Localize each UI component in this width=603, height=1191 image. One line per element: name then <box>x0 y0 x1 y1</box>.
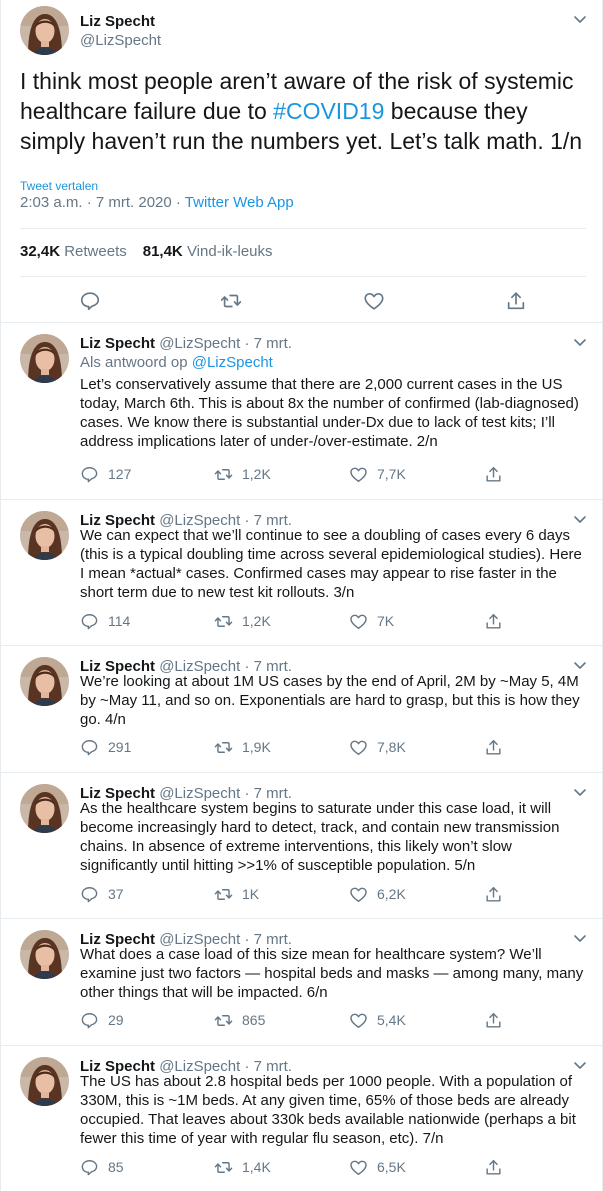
share-icon <box>484 1011 503 1030</box>
share-icon[interactable] <box>505 290 527 312</box>
heart-icon <box>349 612 368 631</box>
avatar[interactable] <box>20 784 69 833</box>
like-button[interactable] <box>349 1009 406 1031</box>
likes-count: 81,4K <box>142 243 183 260</box>
tweet-text: We can expect that we’ll continue to see a doubling of cases every 6 days (this is a typical doubling time across several epidemiological studies). Here I mean *actual* cases. Confirmed cases may appear to rise faster in the short term due to new test kit rollouts. 3/n <box>80 527 582 601</box>
share-button[interactable] <box>484 883 503 905</box>
author-name[interactable]: Liz Specht <box>80 335 156 352</box>
retweet-button[interactable] <box>214 736 271 758</box>
tweet-text: As the healthcare system begins to saturate under this case load, it will become increasingly hard to detect, track, and contain new transmission chains. In absence of extreme interventions, this likely won’t slow significantly until hitting >>1% of susceptible population. 5/n <box>80 800 560 874</box>
like-button[interactable] <box>349 883 406 905</box>
like-button[interactable] <box>349 610 394 632</box>
author-handle-date[interactable]: @LizSpecht · 7 mrt. <box>159 335 292 352</box>
retweet-button[interactable] <box>214 1156 271 1178</box>
tweet-text-part: because they simply haven’t run the numbers yet. Let’s talk math. 1/n <box>20 98 583 154</box>
replying-to <box>80 354 273 372</box>
likes-label: Vind-ik-leuks <box>186 243 273 260</box>
author-handle-date[interactable]: @LizSpecht · 7 mrt. <box>159 1058 292 1075</box>
retweets-count: 32,4K <box>20 243 61 260</box>
reply-button[interactable] <box>80 1009 124 1031</box>
author-name[interactable]: Liz Specht <box>80 1058 156 1075</box>
retweets-label: Retweets <box>64 243 127 260</box>
tweet-text: What does a case load of this size mean for healthcare system? We’ll examine just two factors — hospital beds and masks — among many, many other things that will be impacted. 6/n <box>80 946 584 1001</box>
share-button[interactable] <box>484 463 503 485</box>
share-icon <box>484 1158 503 1177</box>
share-icon <box>484 465 503 484</box>
reply-icon <box>80 885 99 904</box>
tweet-text: We’re looking at about 1M US cases by the end of April, 2M by ~May 5, 4M by ~May 11, and so on. Exponentials are hard to grasp, but this is how they go. 4/n <box>80 673 580 728</box>
reply-button[interactable] <box>80 1156 124 1178</box>
retweet-icon <box>214 1011 233 1030</box>
heart-icon <box>349 738 368 757</box>
reply-count: 37 <box>108 886 124 902</box>
replying-to-label: Als antwoord op <box>80 354 192 371</box>
heart-icon <box>349 1158 368 1177</box>
chevron-down-icon[interactable] <box>570 12 590 28</box>
retweet-count: 1,2K <box>242 466 271 482</box>
tweet-stats <box>20 243 273 261</box>
author-name[interactable]: Liz Specht <box>80 931 156 948</box>
avatar[interactable] <box>20 930 69 979</box>
divider <box>20 276 586 277</box>
reply-count: 127 <box>108 466 132 482</box>
reply-icon <box>80 612 99 631</box>
avatar[interactable] <box>20 657 69 706</box>
author-name[interactable]: Liz Specht <box>80 785 156 802</box>
tweet-actions <box>80 883 585 905</box>
reply-count: 85 <box>108 1159 124 1175</box>
like-count: 7,8K <box>377 739 406 755</box>
chevron-down-icon[interactable] <box>570 335 590 351</box>
retweet-button[interactable] <box>214 883 259 905</box>
retweet-count: 865 <box>242 1012 266 1028</box>
reply-button[interactable] <box>80 736 131 758</box>
author-handle-date[interactable]: @LizSpecht · 7 mrt. <box>159 931 292 948</box>
heart-icon <box>349 885 368 904</box>
reply-icon <box>80 1011 99 1030</box>
heart-icon[interactable] <box>363 290 385 312</box>
retweet-icon[interactable] <box>220 290 242 312</box>
retweet-button[interactable] <box>214 463 271 485</box>
share-icon <box>484 612 503 631</box>
author-name[interactable]: Liz Specht <box>80 512 156 529</box>
retweet-button[interactable] <box>214 610 271 632</box>
avatar[interactable] <box>20 511 69 560</box>
like-button[interactable] <box>349 463 406 485</box>
like-count: 5,4K <box>377 1012 406 1028</box>
likes-stat[interactable] <box>143 243 273 260</box>
reply-button[interactable] <box>80 883 124 905</box>
retweet-icon <box>214 738 233 757</box>
tweet-text: Let’s conservatively assume that there are 2,000 current cases in the US today, March 6th. This is about 8x the number of confirmed (lab-diagnosed) cases. We know there is substantial under-Dx due to lack of test kits; I’ll address implications later of under-/over-estimate. 2/n <box>80 376 579 450</box>
reply-tweet[interactable] <box>1 1046 603 1191</box>
avatar[interactable] <box>20 1057 69 1106</box>
share-button[interactable] <box>484 736 503 758</box>
retweet-icon <box>214 885 233 904</box>
replying-to-link[interactable]: @LizSpecht <box>191 354 273 371</box>
retweet-count: 1K <box>242 886 260 902</box>
author-handle[interactable]: @LizSpecht <box>80 32 162 49</box>
like-button[interactable] <box>349 736 406 758</box>
retweet-icon <box>214 612 233 631</box>
retweet-count: 1,9K <box>242 739 271 755</box>
reply-tweet[interactable] <box>1 919 603 1046</box>
author-handle-date[interactable]: @LizSpecht · 7 mrt. <box>159 512 292 529</box>
retweet-icon <box>214 465 233 484</box>
tweet-actions <box>80 1009 585 1031</box>
heart-icon <box>349 465 368 484</box>
translate-tweet-link[interactable]: Tweet vertalen <box>20 179 99 193</box>
author-handle-date[interactable]: @LizSpecht · 7 mrt. <box>159 785 292 802</box>
like-count: 7K <box>377 613 395 629</box>
like-count: 7,7K <box>377 466 406 482</box>
heart-icon <box>349 1011 368 1030</box>
share-icon <box>484 738 503 757</box>
tweet-header <box>80 335 292 353</box>
share-button[interactable] <box>484 610 503 632</box>
avatar[interactable] <box>20 6 69 55</box>
reply-tweet[interactable] <box>1 773 603 919</box>
like-count: 6,5K <box>377 1159 406 1175</box>
retweets-stat[interactable] <box>20 243 127 260</box>
reply-button[interactable] <box>80 463 131 485</box>
source-app-link[interactable]: Twitter Web App <box>184 194 294 211</box>
reply-count: 29 <box>108 1012 124 1028</box>
reply-icon <box>80 1158 99 1177</box>
reply-tweet[interactable] <box>1 323 603 500</box>
reply-count: 114 <box>108 613 131 629</box>
reply-icon <box>80 738 99 757</box>
author-name[interactable]: Liz Specht <box>80 13 156 30</box>
retweet-count: 1,2K <box>242 613 271 629</box>
retweet-button[interactable] <box>214 1009 265 1031</box>
tweet-text-part: I think most people aren’t aware of the risk of systemic healthcare failure due to <box>20 68 574 124</box>
tweet-actions <box>80 463 585 485</box>
author-name[interactable]: Liz Specht <box>80 658 156 675</box>
main-tweet[interactable] <box>1 0 603 323</box>
author-handle-date[interactable]: @LizSpecht · 7 mrt. <box>159 658 292 675</box>
reply-tweet[interactable] <box>1 646 603 773</box>
tweet-actions <box>80 736 585 758</box>
tweet-text: The US has about 2.8 hospital beds per 1000 people. With a population of 330M, this is ~1M beds. At any given time, 65% of those beds are already occupied. That leaves about 330k beds available nationwide (perhaps a bit fewer this time of year with regular flu season, etc). 7/n <box>80 1073 576 1147</box>
reply-icon <box>80 465 99 484</box>
tweet-actions <box>80 1156 585 1178</box>
share-button[interactable] <box>484 1156 503 1178</box>
reply-button[interactable] <box>80 610 130 632</box>
tweet-actions <box>80 610 585 632</box>
retweet-icon <box>214 1158 233 1177</box>
like-count: 6,2K <box>377 886 406 902</box>
retweet-count: 1,4K <box>242 1159 271 1175</box>
share-button[interactable] <box>484 1009 503 1031</box>
reply-icon[interactable] <box>79 290 101 312</box>
tweet-timestamp <box>20 194 294 212</box>
tweet-text <box>20 66 595 156</box>
reply-count: 291 <box>108 739 132 755</box>
hashtag-link[interactable]: #COVID19 <box>273 98 385 124</box>
avatar[interactable] <box>20 334 69 383</box>
timestamp-text[interactable]: 2:03 a.m. · 7 mrt. 2020 · <box>20 194 185 211</box>
share-icon <box>484 885 503 904</box>
divider <box>20 228 586 229</box>
like-button[interactable] <box>349 1156 406 1178</box>
reply-tweet[interactable] <box>1 500 603 646</box>
